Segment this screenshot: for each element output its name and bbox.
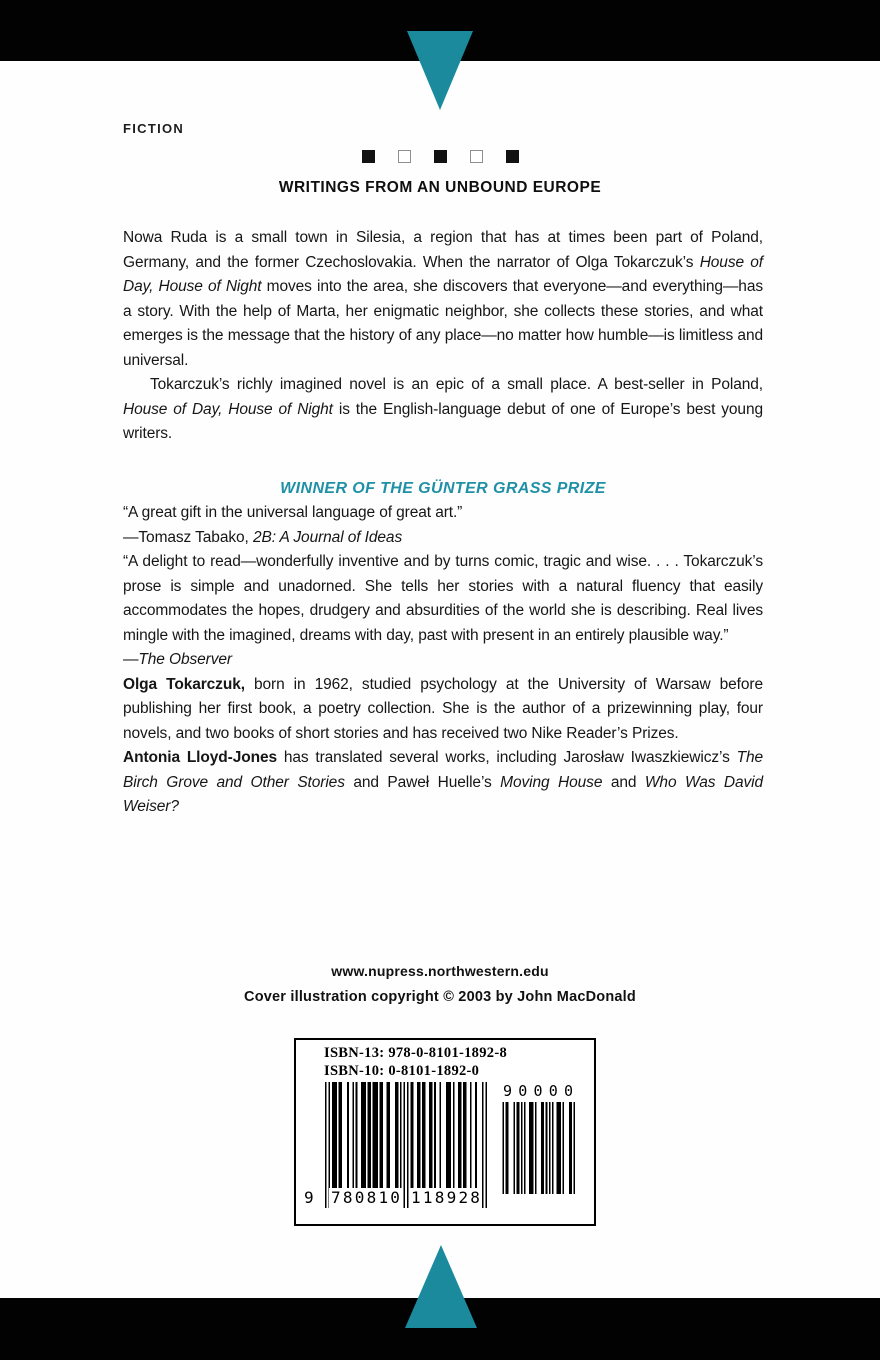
isbn10-label: ISBN-10: 0-8101-1892-0 [324, 1062, 480, 1079]
review-1-quote: “A great gift in the universal language of great art.” [123, 504, 463, 521]
ean5-supplement [501, 1082, 575, 1199]
series-squares-icon [0, 150, 880, 163]
body-text-column [123, 226, 763, 820]
series-square-filled [362, 150, 375, 163]
series-square-filled [434, 150, 447, 163]
barcode-leading-digit: 9 [304, 1188, 314, 1207]
series-title: WRITINGS FROM AN UNBOUND EUROPE [278, 179, 602, 196]
bottom-teal-triangle-icon [405, 1245, 477, 1328]
author-bio: Olga Tokarczuk, born in 1962, studied psychology at the University of Warsaw before publishing her first book, a poetry collection. She is the author of a prizewinning play, four novels, and two books of short stories and has received two Nike Reader’s Prizes. [123, 675, 763, 742]
supplement-digits: 9 0 0 0 0 [503, 1082, 573, 1100]
review-1-attribution: —Tomasz Tabako, 2B: A Journal of Ideas [123, 528, 403, 546]
barcode-digit-group-1: 7 8 0 8 1 0 [329, 1188, 402, 1208]
ean13-barcode [304, 1082, 487, 1208]
barcode-block [294, 1038, 596, 1226]
top-teal-triangle-icon [407, 31, 473, 110]
isbn13-label: ISBN-13: 978-0-8101-1892-8 [324, 1045, 507, 1061]
publisher-website: www.nupress.northwestern.edu [331, 963, 549, 979]
series-square-outline [398, 150, 411, 163]
supplement-bars [501, 1102, 575, 1199]
review-2-attribution: —The Observer [123, 651, 232, 668]
award-line: WINNER OF THE GÜNTER GRASS PRIZE [280, 479, 606, 497]
barcode-digit-group-2: 1 1 8 9 2 8 [409, 1188, 482, 1208]
translator-bio: Antonia Lloyd-Jones has translated several works, including Jarosław Iwaszkiewicz’s The Birch Grove and Other Stories and Paweł Huelle’s Moving House and Who Was David Weiser? [123, 749, 763, 815]
category-label: FICTION [123, 121, 185, 136]
isbn-labels [324, 1045, 507, 1080]
series-square-filled [506, 150, 519, 163]
synopsis-paragraph-1: Nowa Ruda is a small town in Silesia, a region that has at times been part of Poland, Germany, and the former Czechoslovakia. When the narrator of Olga Tokarczuk’s House of Day, House of Night moves into the area, she discovers that everyone—and everything—has a story. With the help of Marta, her enigmatic neighbor, she collects these stories, and what emerges is the message that the history of any place—no matter how humble—is limitless and universal. [123, 229, 763, 369]
synopsis-paragraph-2: Tokarczuk’s richly imagined novel is an epic of a small place. A best-seller in Poland, House of Day, House of Night is the English-language debut of one of Europe’s best young writers. [123, 376, 763, 442]
cover-illustration-credit: Cover illustration copyright © 2003 by John MacDonald [244, 989, 636, 1005]
review-2-quote: “A delight to read—wonderfully inventive and by turns comic, tragic and wise. . . . Tokarczuk’s prose is simple and unadorned. She tells her stories with a natural fluency that easily accommodates the hopes, drudgery and absurdities of the world she is describing. Real lives mingle with the imagined, dreams with day, past with present in an entirely plausible way.” [123, 553, 763, 644]
series-square-outline [470, 150, 483, 163]
